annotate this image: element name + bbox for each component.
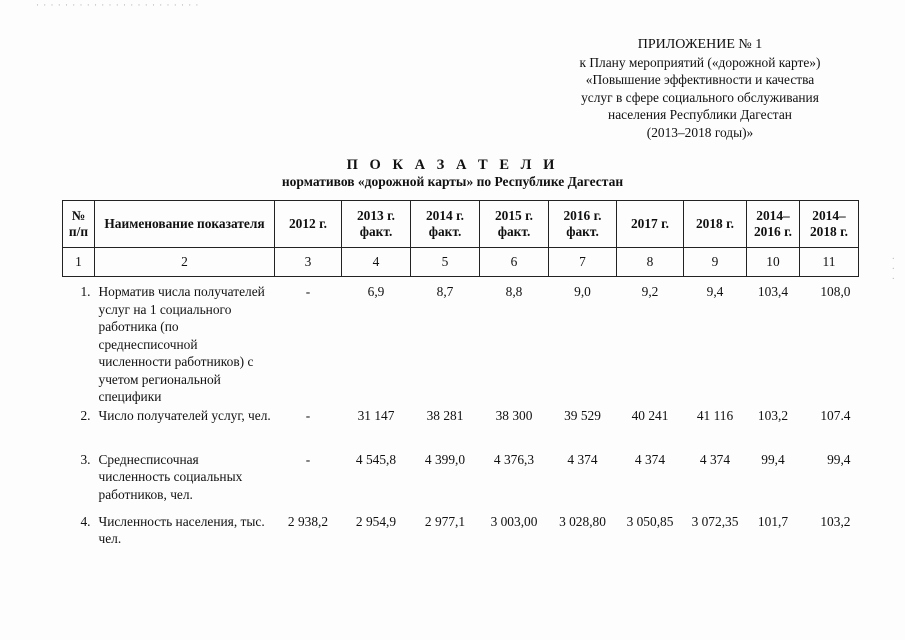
cell-value: 9,2 <box>641 284 659 299</box>
table-row <box>63 407 859 451</box>
column-number: 2 <box>95 248 275 277</box>
cell-value: 9,4 <box>706 284 724 299</box>
column-number: 6 <box>480 248 549 277</box>
column-number: 1 <box>63 248 95 277</box>
cell-value: 2 938,2 <box>287 513 329 529</box>
column-header: 2013 г. факт. <box>342 201 411 248</box>
cell-value: 4 545,8 <box>355 451 397 467</box>
appendix-line: услуг в сфере социального обслуживания <box>581 89 819 105</box>
table-header-row <box>63 201 859 248</box>
cell-value: - <box>305 284 311 299</box>
table-row <box>63 513 859 553</box>
row-number: 1. <box>80 284 91 299</box>
column-number-row <box>63 248 859 277</box>
indicators-table <box>62 200 859 553</box>
column-header: 2017 г. <box>617 201 684 248</box>
cell-value: 6,9 <box>367 284 385 299</box>
cell-value: 4 374 <box>699 451 731 467</box>
cell-value: 103,2 <box>820 513 851 529</box>
appendix-line: ПРИЛОЖЕНИЕ № 1 <box>637 37 763 52</box>
cell-value: 4 374 <box>567 451 598 467</box>
cell-value: 103,2 <box>757 407 789 423</box>
appendix-line: (2013–2018 годы)» <box>646 124 754 140</box>
row-number: 4. <box>80 513 91 529</box>
cell-value: 39 529 <box>564 407 601 423</box>
cell-value: 8,8 <box>505 284 523 299</box>
cell-value: 107.4 <box>820 407 851 423</box>
appendix-line: «Повышение эффективности и качества <box>585 72 815 87</box>
table-row <box>63 277 859 407</box>
column-number: 7 <box>549 248 617 277</box>
cell-value: 3 003,00 <box>490 513 538 529</box>
cell-value: 4 376,3 <box>493 451 535 467</box>
appendix-line: к Плану мероприятий («дорожной карте») <box>579 54 821 70</box>
cell-value: 103,4 <box>757 284 789 299</box>
cell-value: 38 281 <box>426 407 464 423</box>
cell-value: - <box>305 407 311 423</box>
cell-value: 40 241 <box>631 407 669 423</box>
cell-value: 2 954,9 <box>355 513 397 529</box>
scan-artifact: · · · <box>891 254 895 285</box>
cell-value: 4 374 <box>634 451 666 467</box>
column-number: 9 <box>684 248 747 277</box>
cell-value: 31 147 <box>357 407 395 423</box>
indicator-name: Число получателей услуг, чел. <box>98 407 271 423</box>
document-title: П О К А З А Т Е Л И <box>346 157 559 173</box>
column-number: 11 <box>800 248 859 277</box>
cell-value: 99,4 <box>827 451 851 467</box>
cell-value: 99,4 <box>761 451 785 467</box>
table-row <box>63 451 859 513</box>
column-header: № п/п <box>63 201 95 248</box>
row-number: 3. <box>80 451 91 467</box>
column-number: 8 <box>617 248 684 277</box>
column-number: 5 <box>411 248 480 277</box>
cell-value: 9,0 <box>574 284 591 299</box>
appendix-header <box>550 36 850 141</box>
cell-value: 101,7 <box>757 513 789 529</box>
column-header: 2012 г. <box>275 201 342 248</box>
cell-value: 4 399,0 <box>424 451 466 467</box>
cell-value: 3 072,35 <box>691 513 739 529</box>
column-header: 2015 г. факт. <box>480 201 549 248</box>
column-number: 4 <box>342 248 411 277</box>
column-header: 2018 г. <box>684 201 747 248</box>
column-number: 3 <box>275 248 342 277</box>
scan-artifact: · · · · · · · · · · · · · · · · · · · · · · · <box>36 0 200 10</box>
cell-value: 8,7 <box>436 284 454 299</box>
column-header: 2016 г. факт. <box>549 201 617 248</box>
column-number: 10 <box>747 248 800 277</box>
column-header: 2014– 2016 г. <box>747 201 800 248</box>
column-header: 2014– 2018 г. <box>800 201 859 248</box>
column-header: 2014 г. факт. <box>411 201 480 248</box>
indicator-name: Среднесписочная численность социальных работников, чел. <box>98 451 243 502</box>
cell-value: 3 050,85 <box>626 513 674 529</box>
cell-value: 38 300 <box>495 407 533 423</box>
cell-value: 41 116 <box>696 407 734 423</box>
indicator-name: Численность населения, тыс. чел. <box>98 513 265 546</box>
row-number: 2. <box>80 407 91 423</box>
document-subtitle: нормативов «дорожной карты» по Республике Дагестан <box>281 174 624 189</box>
cell-value: 2 977,1 <box>424 513 466 529</box>
cell-value: 3 028,80 <box>559 513 606 529</box>
column-header: Наименование показателя <box>95 201 275 248</box>
cell-value: - <box>305 451 311 467</box>
document-title-block <box>0 157 905 190</box>
appendix-line: населения Республики Дагестан <box>608 107 792 122</box>
indicator-name: Норматив числа получателей услуг на 1 социального работника (по среднесписочной численности работников) с учетом региональной специфики <box>98 284 265 404</box>
cell-value: 108,0 <box>820 284 851 299</box>
